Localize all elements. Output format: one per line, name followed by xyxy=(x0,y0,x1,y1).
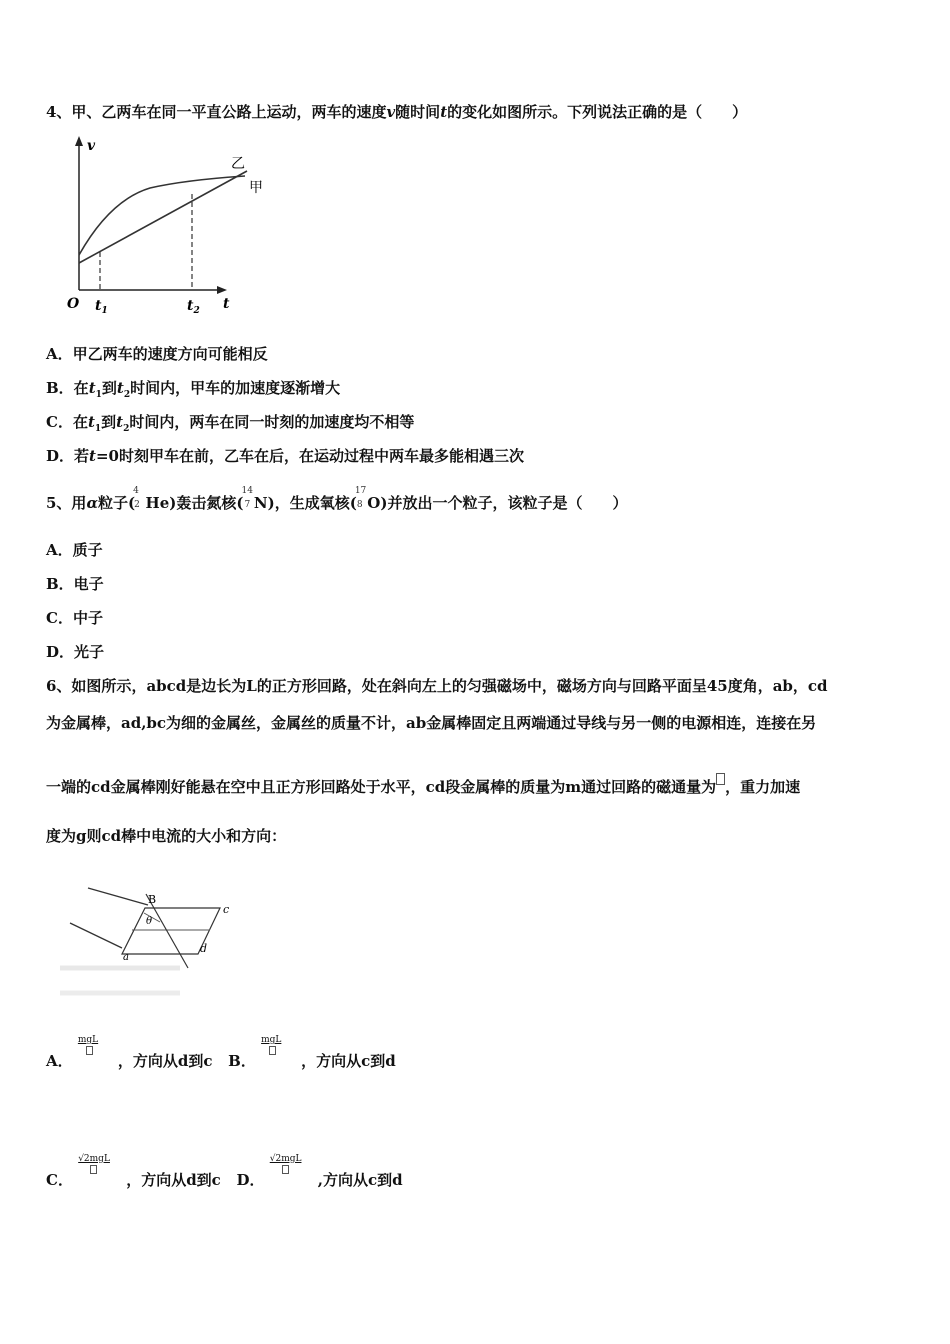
q6-options-cd: C． √2mgL ，方向从d到c D． √2mgL ,方向从c到d xyxy=(46,1154,403,1189)
q6-stem-line3: 一端的cd金属棒刚好能悬在空中且正方形回路处于水平，cd段金属棒的质量为m通过回路的磁通量为 ，重力加速 xyxy=(46,777,800,797)
q4-option-c: C．在$t_1$到$t_2$时间内，两车在同一时刻的加速度均不相等 xyxy=(46,413,415,434)
q4-option-d: D．若t=0时刻甲车在前，乙车在后，在运动过程中两车最多能相遇三次 xyxy=(46,447,524,465)
q6-label-d: d xyxy=(200,942,208,955)
q4-stem-b: 随时间 xyxy=(395,103,441,121)
q6-option-b-fraction: mgL xyxy=(261,1052,301,1072)
q6-stem-line4: 度为g则cd棒中电流的大小和方向： xyxy=(46,827,287,845)
q6-option-d: ,方向从c到d xyxy=(317,1171,403,1189)
q4-graph-t2: $t_2$ xyxy=(187,298,200,316)
q4-v: v xyxy=(386,103,396,121)
q4-v-arrow xyxy=(75,136,83,146)
q6-option-c-fraction: √2mgL xyxy=(78,1171,126,1191)
q6-options-ab: A． mgL ，方向从d到c B． mgL ，方向从c到d xyxy=(46,1035,396,1070)
q5-option-c: C．中子 xyxy=(46,609,103,627)
q6-label-theta: θ xyxy=(146,916,153,927)
q6-option-b: ，方向从c到d xyxy=(301,1052,396,1070)
q4-graph-yi: 乙 xyxy=(231,156,245,172)
q6-label-a: a xyxy=(123,952,129,963)
alpha-symbol: α xyxy=(86,494,98,512)
q6-option-c: ，方向从d到c xyxy=(126,1171,221,1189)
q4-vt-graph xyxy=(55,130,285,325)
q4-t: t xyxy=(440,103,448,121)
q5-option-b: B．电子 xyxy=(46,575,104,593)
q4-option-b: B．在$t_1$到$t_2$时间内，甲车的加速度逐渐增大 xyxy=(46,379,341,400)
q4-graph-t-label: t xyxy=(223,296,230,312)
q5-option-d: D．光子 xyxy=(46,643,105,661)
q5-option-a: A．质子 xyxy=(46,541,103,559)
q4-stem xyxy=(46,102,747,122)
q4-t-arrow xyxy=(217,286,227,294)
q6-circuit-figure xyxy=(60,858,240,1003)
q5-stem: 5、用α粒子( 4 2 He)轰击氮核( 14 7 N)，生成氧核( 17 8 O)并放出一个粒子，该粒子是（ ） xyxy=(46,486,628,512)
q4-graph-v-label: v xyxy=(87,138,96,154)
q4-curve-jia xyxy=(79,176,245,255)
q4-option-a: A．甲乙两车的速度方向可能相反 xyxy=(46,345,268,363)
q6-option-d-fraction: √2mgL xyxy=(270,1171,318,1191)
q4-graph-o-label: O xyxy=(67,296,80,312)
flux-placeholder-icon xyxy=(716,773,725,785)
q6-stem-line2: 为金属棒，ad,bc为细的金属丝，金属丝的质量不计，ab金属棒固定且两端通过导线与另一侧的电源相连，连接在另 xyxy=(46,714,817,732)
q6-option-a: ，方向从d到c xyxy=(117,1052,213,1070)
q4-graph-jia: 甲 xyxy=(249,180,263,196)
q6-option-a-fraction: mgL xyxy=(78,1052,118,1072)
q4-stem-c: 的变化如图所示。下列说法正确的是（ ） xyxy=(447,103,748,121)
q6-label-c: c xyxy=(223,903,230,916)
q6-label-b: B xyxy=(148,893,157,906)
q4-stem-a: 4、甲、乙两车在同一平直公路上运动，两车的速度 xyxy=(46,103,387,121)
q4-graph-t1: $t_1$ xyxy=(95,298,108,316)
q6-stem-line1: 6、如图所示，abcd是边长为L的正方形回路，处在斜向左上的匀强磁场中，磁场方向与回路平面呈45度角，ab，cd xyxy=(46,677,828,695)
